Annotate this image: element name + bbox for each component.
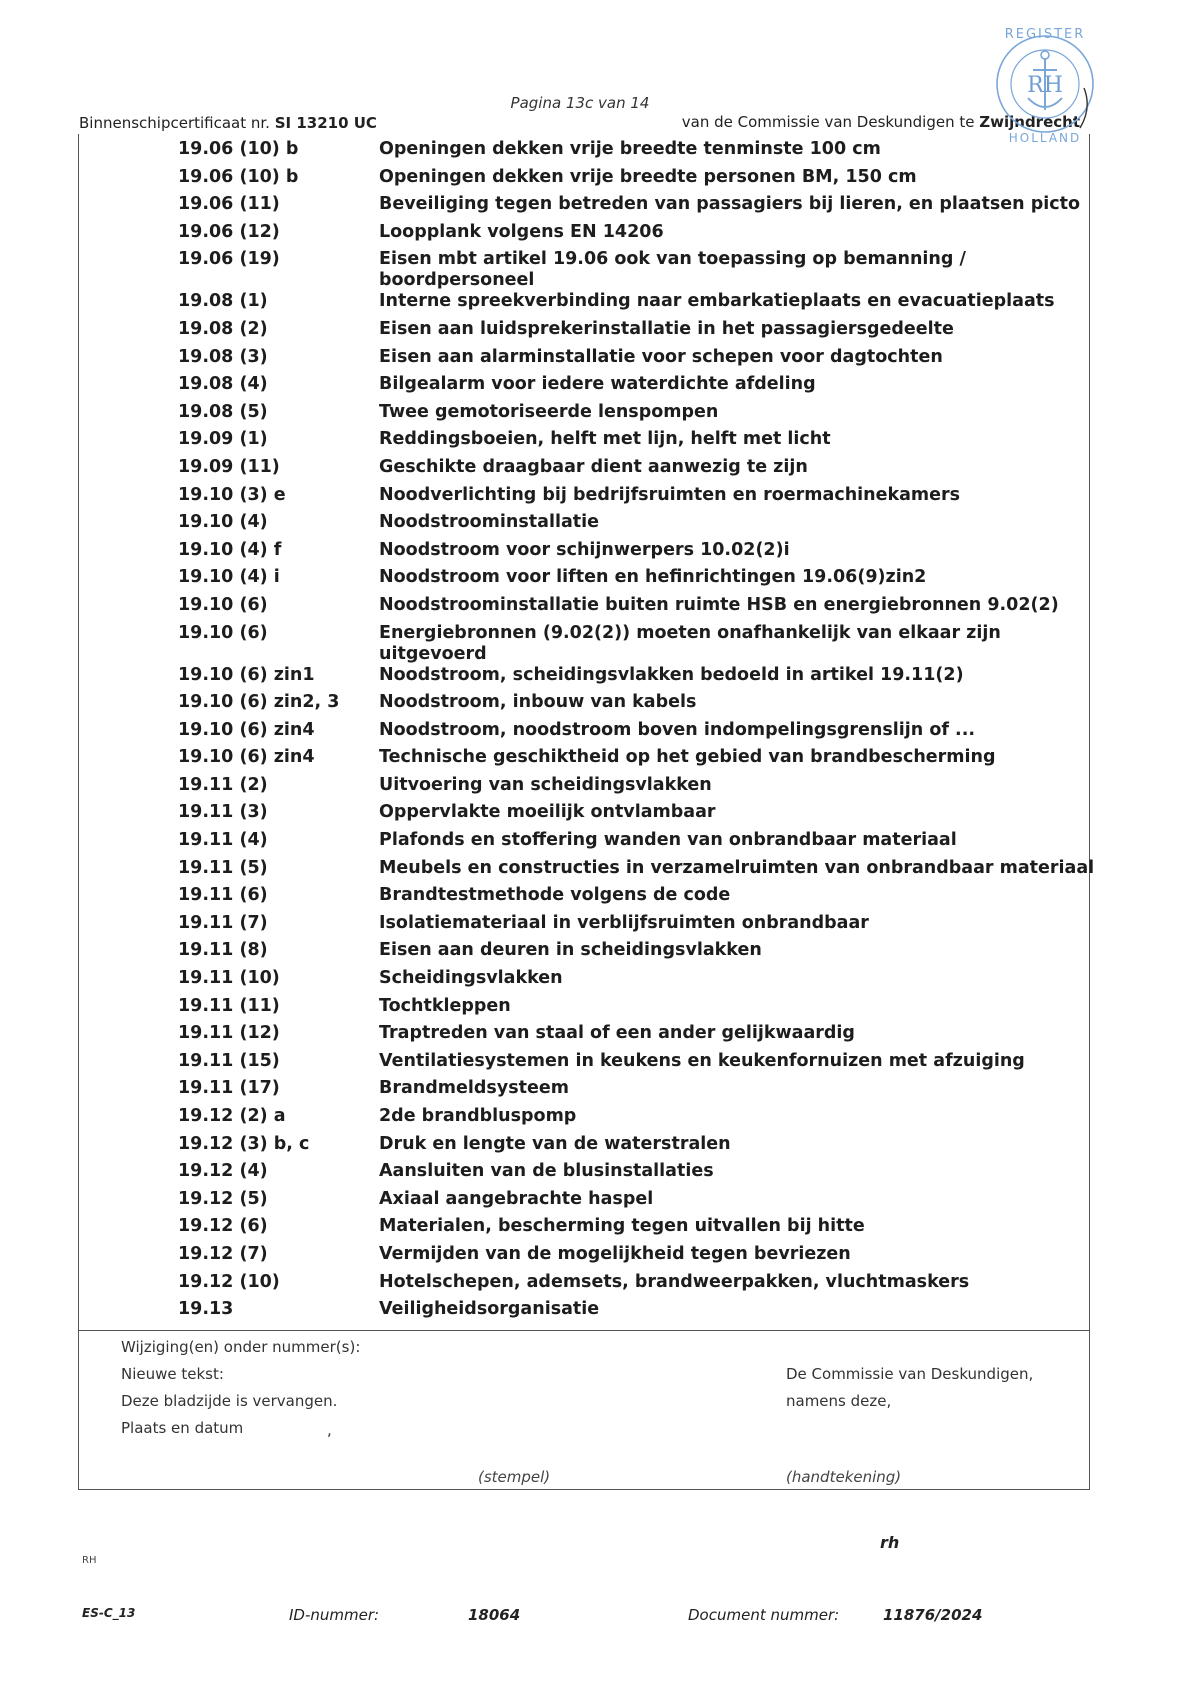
requirement-row [178, 485, 1098, 513]
requirement-description: Brandtestmethode volgens de code [379, 885, 731, 906]
requirement-row [178, 692, 1098, 720]
article-code: 19.10 (3) e [178, 484, 286, 505]
requirement-row [178, 540, 1098, 568]
article-code: 19.08 (5) [178, 401, 268, 422]
id-value: 18064 [468, 1606, 521, 1624]
requirement-description: Traptreden van staal of een ander gelijkwaardig [379, 1023, 855, 1044]
requirement-row [178, 249, 1098, 291]
requirement-row [178, 885, 1098, 913]
article-code: 19.10 (4) i [178, 567, 280, 588]
requirement-row [178, 567, 1098, 595]
requirement-description: Technische geschiktheid op het gebied van brandbescherming [379, 747, 996, 768]
requirement-row [178, 1078, 1098, 1106]
requirement-row [178, 457, 1098, 485]
article-code: 19.06 (19) [178, 249, 280, 270]
article-code: 19.06 (11) [178, 194, 280, 215]
requirement-row [178, 1272, 1098, 1300]
article-code: 19.06 (10) b [178, 139, 299, 159]
article-code: 19.11 (6) [178, 885, 268, 906]
article-code: 19.12 (3) b, c [178, 1133, 310, 1154]
requirement-description: Noodstroom, noodstroom boven indompelingsgrenslijn of ... [379, 719, 975, 740]
article-code: 19.11 (10) [178, 968, 280, 989]
requirement-description: Twee gemotoriseerde lenspompen [379, 401, 719, 422]
article-code: 19.11 (8) [178, 940, 268, 961]
requirement-description: Plafonds en stoffering wanden van onbrandbaar materiaal [379, 830, 957, 851]
initials-small: RH [82, 1555, 97, 1566]
requirement-row [178, 291, 1098, 319]
article-code: 19.11 (2) [178, 774, 268, 795]
article-code: 19.11 (12) [178, 1023, 280, 1044]
requirement-row [178, 402, 1098, 430]
requirement-row [178, 319, 1098, 347]
article-code: 19.12 (10) [178, 1271, 280, 1292]
article-code: 19.10 (6) zin4 [178, 747, 315, 768]
article-code: 19.10 (6) zin1 [178, 664, 315, 685]
requirement-row [178, 1161, 1098, 1189]
certificate-number-line [79, 114, 377, 132]
requirement-row [178, 858, 1098, 886]
article-code: 19.06 (10) b [178, 166, 299, 187]
requirement-description: Tochtkleppen [379, 995, 511, 1016]
article-code: 19.12 (5) [178, 1188, 268, 1209]
requirement-description: Geschikte draagbaar dient aanwezig te zijn [379, 456, 808, 477]
article-code: 19.08 (3) [178, 346, 268, 367]
article-code: 19.10 (4) [178, 512, 268, 533]
article-code: 19.12 (7) [178, 1243, 268, 1264]
requirement-description: Oppervlakte moeilijk ontvlambaar [379, 802, 716, 823]
article-code: 19.06 (12) [178, 221, 280, 242]
requirement-description: Isolatiemateriaal in verblijfsruimten onbrandbaar [379, 912, 869, 933]
requirement-description: Interne spreekverbinding naar embarkatieplaats en evacuatieplaats [379, 291, 1055, 312]
requirement-row [178, 139, 1098, 167]
commission-prefix: van de Commissie van Deskundigen te [681, 113, 975, 131]
article-code: 19.11 (17) [178, 1078, 280, 1099]
requirement-row [178, 940, 1098, 968]
requirement-row [178, 374, 1098, 402]
svg-text:HOLLAND: HOLLAND [1008, 131, 1082, 145]
requirement-row [178, 595, 1098, 623]
requirement-description: 2de brandbluspomp [379, 1106, 577, 1126]
requirements-list [178, 139, 1098, 1327]
place-date-label: Plaats en datum [121, 1419, 244, 1437]
certificate-number: SI 13210 UC [274, 114, 377, 132]
requirement-row [178, 1299, 1098, 1327]
article-code: 19.12 (6) [178, 1216, 268, 1237]
svg-text:RH: RH [1027, 73, 1063, 98]
requirement-description: Noodstroom, inbouw van kabels [379, 692, 697, 713]
requirement-row [178, 720, 1098, 748]
requirement-row [178, 347, 1098, 375]
requirement-row [178, 775, 1098, 803]
article-code: 19.12 (2) a [178, 1106, 286, 1126]
changes-label: Wijziging(en) onder nummer(s): [121, 1338, 361, 1356]
requirement-row [178, 194, 1098, 222]
requirement-row [178, 429, 1098, 457]
requirement-description: Openingen dekken vrije breedte personen BM, 150 cm [379, 166, 917, 187]
article-code: 19.10 (6) zin2, 3 [178, 692, 340, 713]
requirement-description: Materialen, bescherming tegen uitvallen bij hitte [379, 1216, 865, 1237]
signature-label: (handtekening) [786, 1468, 902, 1486]
requirement-row [178, 996, 1098, 1024]
article-code: 19.09 (1) [178, 429, 268, 450]
form-code: ES-C_13 [82, 1606, 136, 1620]
article-code: 19.08 (2) [178, 318, 268, 339]
requirement-row [178, 830, 1098, 858]
initials-large: rh [880, 1533, 900, 1552]
article-code: 19.09 (11) [178, 456, 280, 477]
requirement-row [178, 1189, 1098, 1217]
article-code: 19.11 (4) [178, 830, 268, 851]
requirement-description: Noodstroominstallatie [379, 512, 599, 533]
requirement-description: Openingen dekken vrije breedte tenminste 100 cm [379, 139, 881, 159]
requirement-description: Axiaal aangebrachte haspel [379, 1188, 654, 1209]
document-number-value: 11876/2024 [883, 1606, 983, 1624]
stamp-label: (stempel) [478, 1468, 551, 1486]
certificate-prefix: Binnenschipcertificaat nr. [79, 114, 270, 132]
requirement-description: Aansluiten van de blusinstallaties [379, 1161, 714, 1182]
requirement-row [178, 1216, 1098, 1244]
requirement-row [178, 512, 1098, 540]
article-code: 19.08 (1) [178, 291, 268, 312]
requirement-row [178, 665, 1098, 693]
requirement-description: Druk en lengte van de waterstralen [379, 1133, 731, 1154]
register-holland-seal-icon [988, 18, 1102, 146]
article-code: 19.11 (3) [178, 802, 268, 823]
requirement-description: Bilgealarm voor iedere waterdichte afdeling [379, 374, 816, 395]
requirement-description: Uitvoering van scheidingsvlakken [379, 774, 712, 795]
id-label: ID-nummer: [289, 1606, 380, 1624]
commission-city: Zwijndrecht [979, 113, 1080, 131]
requirement-row [178, 802, 1098, 830]
requirement-description: Noodstroominstallatie buiten ruimte HSB en energiebronnen 9.02(2) [379, 594, 1059, 615]
requirement-description: Brandmeldsysteem [379, 1078, 569, 1099]
article-code: 19.11 (5) [178, 857, 268, 878]
document-number-label: Document nummer: [688, 1606, 840, 1624]
requirement-description: Ventilatiesystemen in keukens en keukenfornuizen met afzuiging [379, 1050, 1025, 1071]
article-code: 19.13 [178, 1299, 234, 1320]
requirement-description: Loopplank volgens EN 14206 [379, 221, 664, 242]
requirement-description: Eisen aan deuren in scheidingsvlakken [379, 940, 762, 961]
requirement-description: Noodverlichting bij bedrijfsruimten en roermachinekamers [379, 484, 961, 505]
requirement-description: Eisen mbt artikel 19.06 ook van toepassing op bemanning / boordpersoneel [379, 249, 966, 291]
frame-divider [79, 1330, 1089, 1331]
new-text-label: Nieuwe tekst: [121, 1365, 224, 1383]
replaced-label: Deze bladzijde is vervangen. [121, 1392, 338, 1410]
article-code: 19.10 (6) [178, 594, 268, 615]
requirement-description: Noodstroom voor liften en hefinrichtingen 19.06(9)zin2 [379, 567, 927, 588]
requirement-description: Energiebronnen (9.02(2)) moeten onafhankelijk van elkaar zijn uitgevoerd [379, 622, 1001, 664]
requirement-row [178, 968, 1098, 996]
requirement-description: Noodstroom voor schijnwerpers 10.02(2)i [379, 539, 790, 560]
requirement-row [178, 222, 1098, 250]
requirement-description: Scheidingsvlakken [379, 968, 563, 989]
requirement-row [178, 1244, 1098, 1272]
requirement-row [178, 167, 1098, 195]
requirement-row [178, 1106, 1098, 1134]
article-code: 19.10 (6) [178, 622, 268, 643]
requirement-row [178, 1134, 1098, 1162]
requirement-description: Eisen aan alarminstallatie voor schepen voor dagtochten [379, 346, 943, 367]
article-code: 19.10 (6) zin4 [178, 719, 315, 740]
page-label: Pagina 13c van 14 [510, 94, 650, 112]
requirement-description: Beveiliging tegen betreden van passagiers bij lieren, en plaatsen picto [379, 194, 1080, 215]
requirement-row [178, 747, 1098, 775]
requirement-row [178, 1023, 1098, 1051]
commission-signatory-label: De Commissie van Deskundigen, [786, 1365, 1034, 1383]
requirement-description: Noodstroom, scheidingsvlakken bedoeld in artikel 19.11(2) [379, 664, 964, 685]
article-code: 19.08 (4) [178, 374, 268, 395]
requirement-description: Hotelschepen, ademsets, brandweerpakken, vluchtmaskers [379, 1271, 970, 1292]
svg-text:REGISTER: REGISTER [1004, 27, 1086, 42]
article-code: 19.11 (7) [178, 912, 268, 933]
requirement-description: Veiligheidsorganisatie [379, 1299, 600, 1320]
place-date-comma: , [327, 1421, 332, 1439]
requirement-description: Vermijden van de mogelijkheid tegen bevriezen [379, 1243, 851, 1264]
on-behalf-label: namens deze, [786, 1392, 892, 1410]
requirement-row [178, 623, 1098, 665]
article-code: 19.12 (4) [178, 1161, 268, 1182]
requirement-description: Meubels en constructies in verzamelruimten van onbrandbaar materiaal [379, 857, 1095, 878]
article-code: 19.11 (15) [178, 1050, 280, 1071]
requirement-row [178, 1051, 1098, 1079]
article-code: 19.11 (11) [178, 995, 280, 1016]
requirement-description: Reddingsboeien, helft met lijn, helft met licht [379, 429, 831, 450]
requirement-description: Eisen aan luidsprekerinstallatie in het passagiersgedeelte [379, 318, 954, 339]
article-code: 19.10 (4) f [178, 539, 282, 560]
requirement-row [178, 913, 1098, 941]
